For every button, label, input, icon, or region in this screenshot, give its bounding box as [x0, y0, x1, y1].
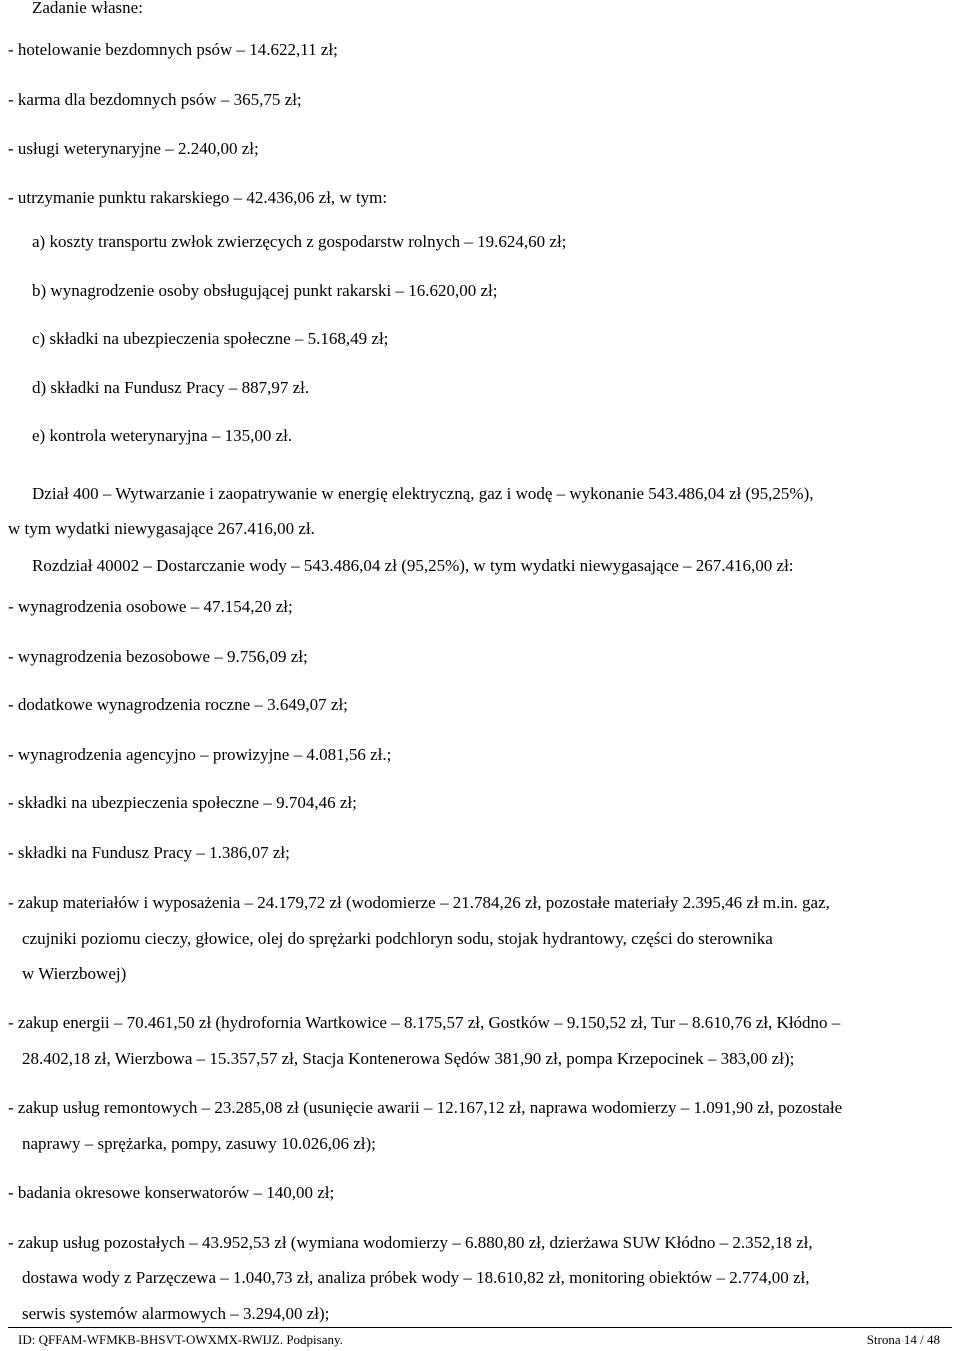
list-item-continuation: dostawa wody z Parzęczewa – 1.040,73 zł, analiza próbek wody – 18.610,82 zł, monitoring obiektów – 2.774,00 zł, [22, 1268, 810, 1287]
list-item: - zakup materiałów i wyposażenia – 24.179,72 zł (wodomierze – 21.784,26 zł, pozostałe materiały 2.395,46 zł m.in. gaz, [8, 893, 830, 912]
sub-list-item: c) składki na ubezpieczenia społeczne – 5.168,49 zł; [32, 329, 389, 348]
sub-list-item: a) koszty transportu zwłok zwierzęcych z gospodarstw rolnych – 19.624,60 zł; [32, 232, 567, 251]
list-item: - składki na Fundusz Pracy – 1.386,07 zł; [8, 843, 290, 862]
list-item-continuation: czujniki poziomu cieczy, głowice, olej do sprężarki podchloryn sodu, stojak hydrantowy, części do sterownika [22, 929, 773, 948]
document-id: ID: QFFAM-WFMKB-BHSVT-OWXMX-RWIJZ. Podpisany. [18, 1332, 343, 1347]
section-heading: Zadanie własne: [32, 0, 143, 17]
list-item: - zakup energii – 70.461,50 zł (hydrofornia Wartkowice – 8.175,57 zł, Gostków – 9.150,52 zł, Tur – 8.610,76 zł, Kłódno – [8, 1013, 841, 1032]
section-title-dzial: Dział 400 – Wytwarzanie i zaopatrywanie w energię elektryczną, gaz i wodę – wykonanie 543.486,04 zł (95,25%), [32, 484, 814, 503]
list-item: - zakup usług remontowych – 23.285,08 zł (usunięcie awarii – 12.167,12 zł, naprawa wodomierzy – 1.091,90 zł, pozostałe [8, 1098, 843, 1117]
list-item: - karma dla bezdomnych psów – 365,75 zł; [8, 90, 302, 109]
section-title-dzial-cont: w tym wydatki niewygasające 267.416,00 zł. [8, 519, 315, 538]
list-item-continuation: serwis systemów alarmowych – 3.294,00 zł); [22, 1304, 330, 1323]
sub-list-item: d) składki na Fundusz Pracy – 887,97 zł. [32, 378, 310, 397]
section-title-rozdzial: Rozdział 40002 – Dostarczanie wody – 543.486,04 zł (95,25%), w tym wydatki niewygasające – 267.416,00 zł: [32, 556, 794, 575]
sub-list-item: b) wynagrodzenie osoby obsługującej punkt rakarski – 16.620,00 zł; [32, 281, 498, 300]
list-item: - składki na ubezpieczenia społeczne – 9.704,46 zł; [8, 793, 357, 812]
list-item: - badania okresowe konserwatorów – 140,00 zł; [8, 1183, 335, 1202]
sub-list-item: e) kontrola weterynaryjna – 135,00 zł. [32, 426, 293, 445]
list-item-continuation: naprawy – sprężarka, pompy, zasuwy 10.026,06 zł); [22, 1134, 376, 1153]
list-item: - utrzymanie punktu rakarskiego – 42.436,06 zł, w tym: [8, 188, 388, 207]
list-item: - wynagrodzenia bezosobowe – 9.756,09 zł; [8, 647, 308, 666]
list-item: - zakup usług pozostałych – 43.952,53 zł (wymiana wodomierzy – 6.880,80 zł, dzierżawa SUW Kłódno – 2.352,18 zł, [8, 1233, 813, 1252]
footer-divider [8, 1327, 952, 1328]
list-item-continuation: w Wierzbowej) [22, 964, 127, 983]
page-number: Strona 14 / 48 [866, 1332, 940, 1347]
list-item: - wynagrodzenia agencyjno – prowizyjne – 4.081,56 zł.; [8, 745, 392, 764]
list-item-continuation: 28.402,18 zł, Wierzbowa – 15.357,57 zł, Stacja Kontenerowa Sędów 381,90 zł, pompa Krzepocinek – 383,00 zł); [22, 1049, 795, 1068]
list-item: - dodatkowe wynagrodzenia roczne – 3.649,07 zł; [8, 695, 348, 714]
list-item: - wynagrodzenia osobowe – 47.154,20 zł; [8, 597, 293, 616]
list-item: - usługi weterynaryjne – 2.240,00 zł; [8, 139, 259, 158]
list-item: - hotelowanie bezdomnych psów – 14.622,11 zł; [8, 40, 338, 59]
